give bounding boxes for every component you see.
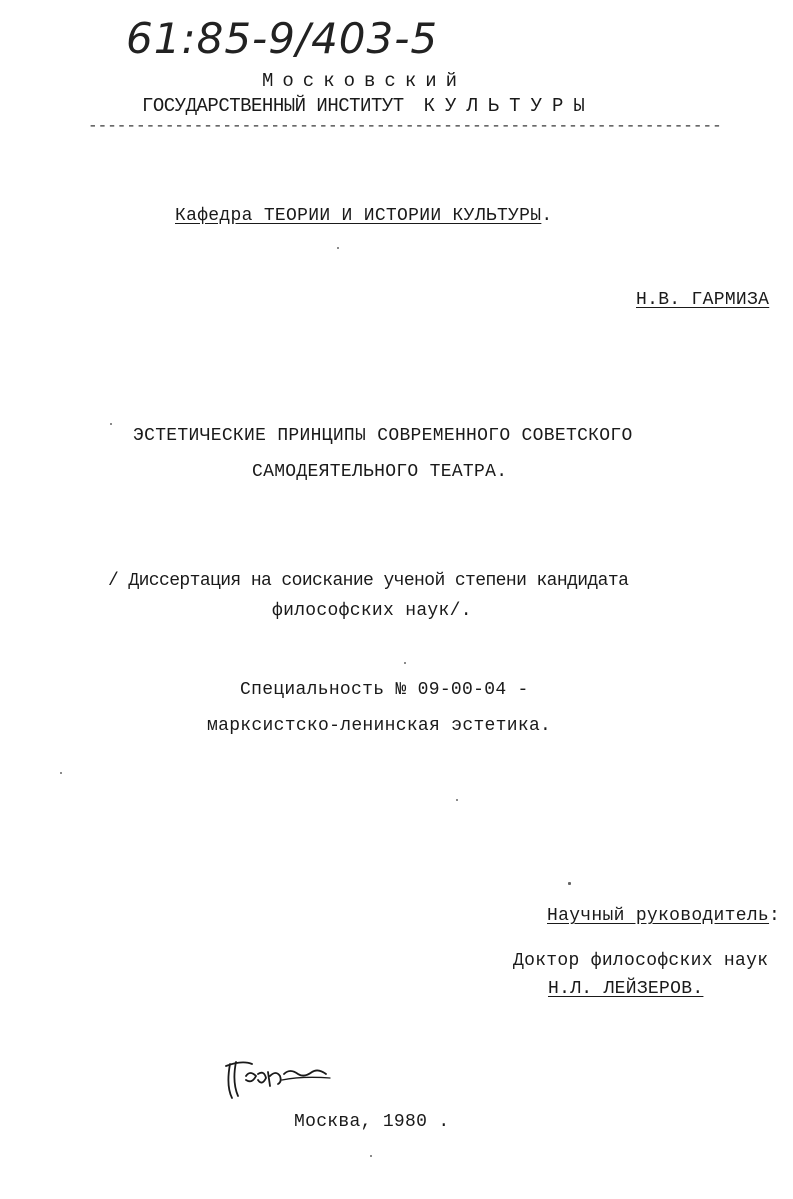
supervisor-heading-colon: : [769, 906, 781, 926]
signature-icon [222, 1056, 342, 1106]
department [175, 206, 552, 226]
department-label: Кафедра ТЕОРИИ И ИСТОРИИ КУЛЬТУРЫ [175, 206, 542, 226]
department-period: . [541, 206, 553, 226]
institution-rule: ------------------------------------------------------------------ [88, 117, 722, 135]
scan-speck [337, 247, 339, 249]
author-signature [222, 1056, 342, 1106]
institution-culture: КУЛЬТУРЫ [423, 95, 595, 117]
scan-speck [456, 799, 458, 801]
supervisor-degree: Доктор философских наук [513, 951, 769, 971]
thesis-type-line-2: философских наук/. [272, 601, 472, 621]
scan-speck [370, 1155, 372, 1157]
supervisor-name: Н.Л. ЛЕЙЗЕРОВ. [548, 979, 704, 999]
scan-speck [568, 882, 571, 885]
author-name: Н.В. ГАРМИЗА [636, 290, 770, 310]
supervisor-heading-label: Научный руководитель [547, 906, 770, 926]
institution-line-1: Московский [262, 70, 467, 92]
place-year: Москва, 1980 . [294, 1112, 450, 1132]
scan-speck [404, 662, 406, 664]
institution-line-2 [142, 95, 595, 117]
supervisor-heading [547, 906, 780, 926]
thesis-type-line-1: / Диссертация на соискание ученой степени кандидата [108, 571, 629, 591]
dissertation-title-line-2: САМОДЕЯТЕЛЬНОГО ТЕАТРА. [252, 462, 508, 482]
scan-speck [110, 423, 112, 425]
dissertation-title-line-1: ЭСТЕТИЧЕСКИЕ ПРИНЦИПЫ СОВРЕМЕННОГО СОВЕТСКОГО [133, 426, 633, 446]
specialty-line-1: Специальность № 09-00-04 - [240, 680, 529, 700]
institution-name: ГОСУДАРСТВЕННЫЙ ИНСТИТУТ [142, 95, 404, 117]
archive-code-handwritten: 61:85-9/403-5 [126, 14, 439, 63]
specialty-line-2: марксистско-ленинская эстетика. [207, 716, 552, 736]
scan-speck [60, 772, 62, 774]
